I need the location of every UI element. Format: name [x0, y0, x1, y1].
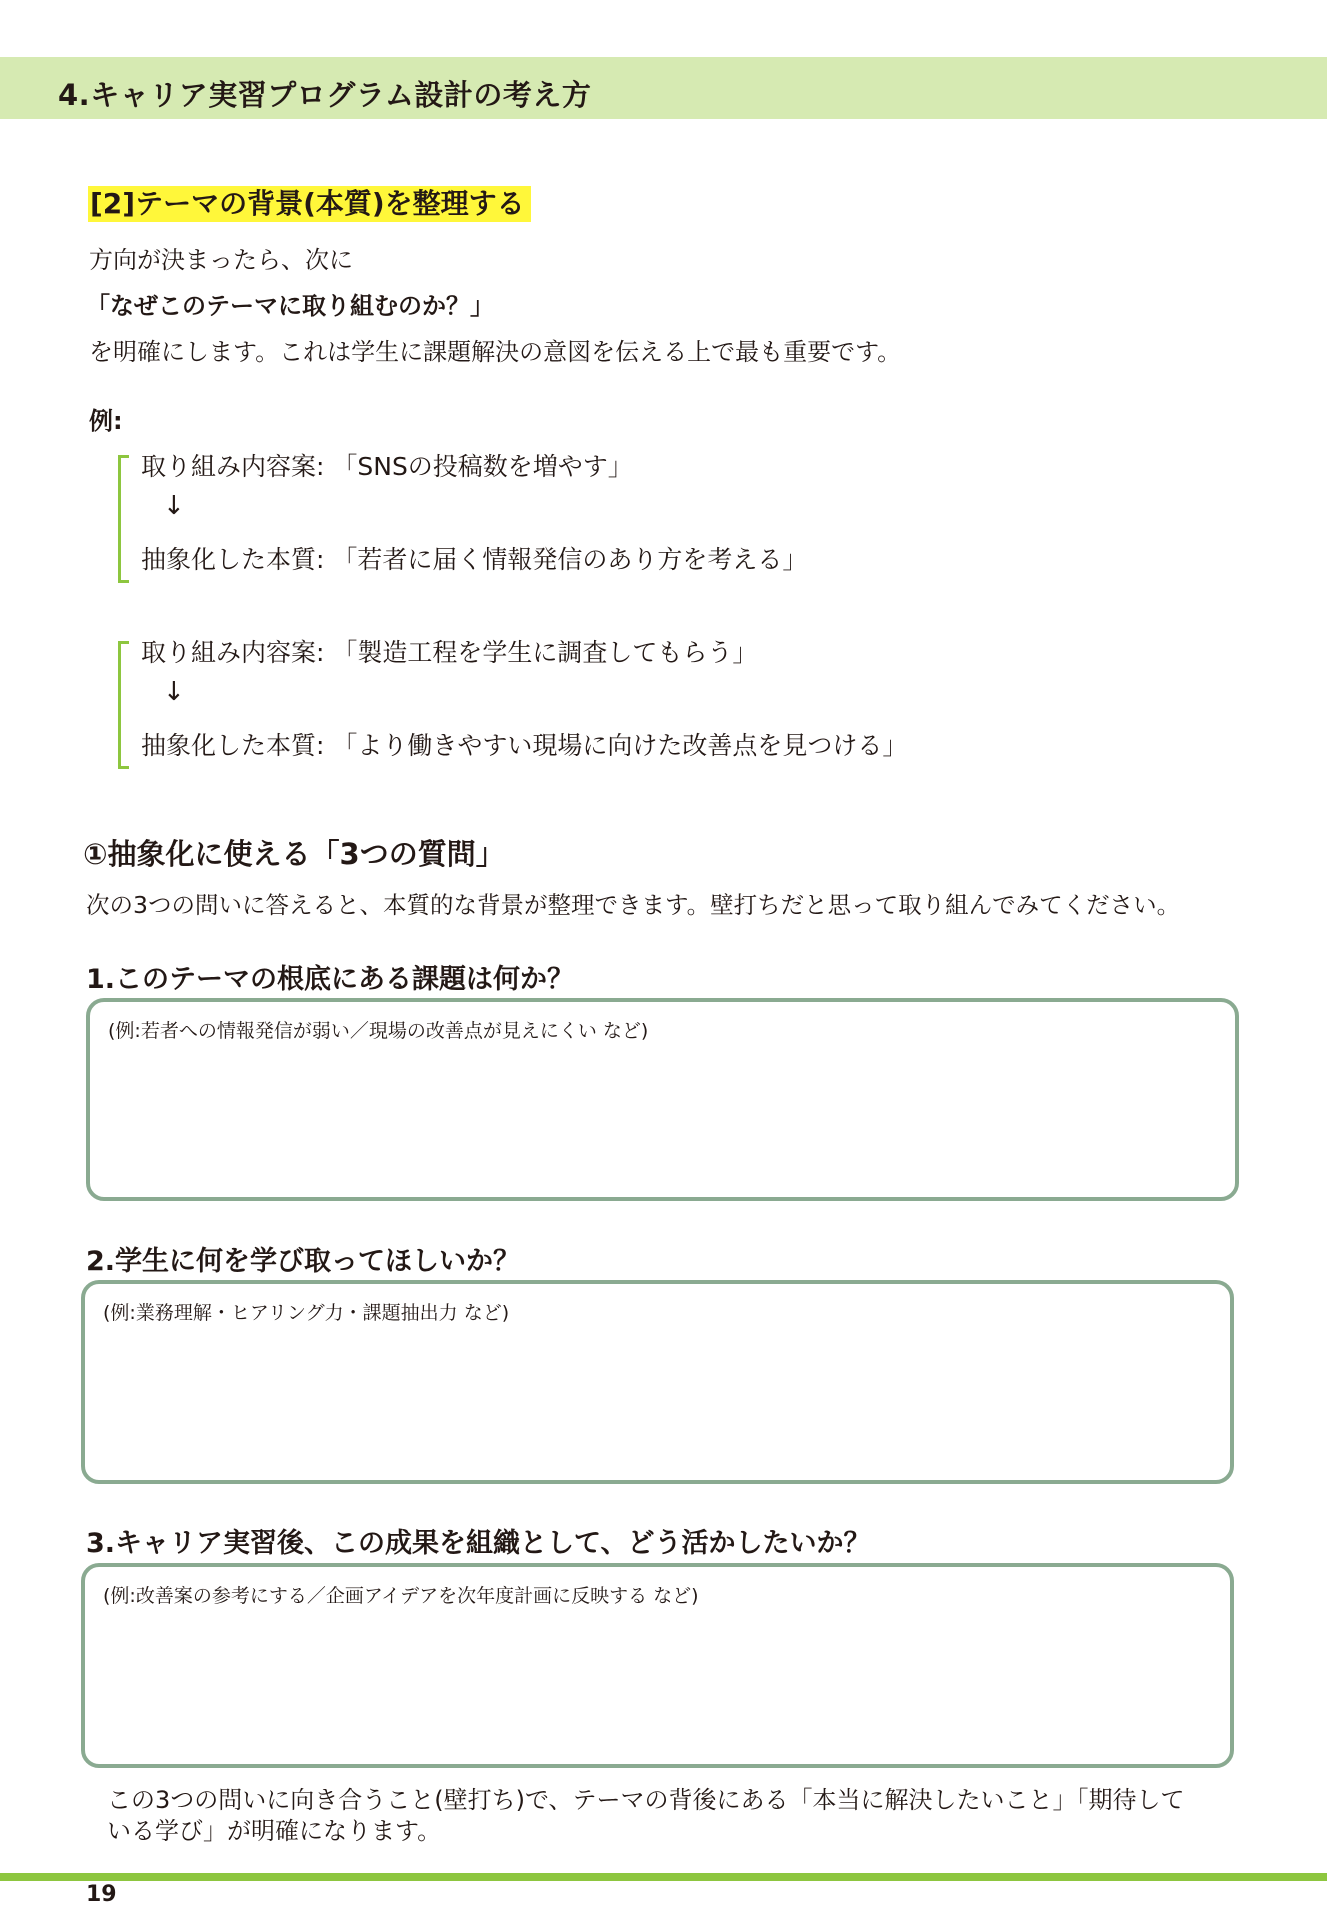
example-proposal: 取り組み内容案: 「製造工程を学生に調査してもらう」 — [141, 638, 758, 667]
answer-field-3[interactable] — [85, 1567, 1230, 1764]
closing-line: この3つの問いに向き合うこと(壁打ち)で、テーマの背後にある「本当に解決したいこと」「期待して — [107, 1786, 1185, 1814]
question-title: 2.学生に何を学び取ってほしいか？ — [86, 1246, 521, 1277]
intro-text: を明確にします。これは学生に課題解決の意図を伝える上で最も重要です。 — [89, 338, 902, 366]
answer-box — [86, 998, 1239, 1201]
footer-rule — [0, 1873, 1327, 1881]
section-heading: [2]テーマの背景(本質)を整理する — [88, 186, 531, 222]
questions-description: 次の3つの問いに答えると、本質的な背景が整理できます。壁打ちだと思って取り組んでみてください。 — [86, 891, 1181, 919]
example-label: 例: — [89, 407, 123, 435]
question-title: 3.キャリア実習後、この成果を組織として、どう活かしたいか？ — [86, 1528, 871, 1559]
example-essence: 抽象化した本質: 「若者に届く情報発信のあり方を考える」 — [141, 545, 808, 574]
example-bracket — [118, 455, 129, 583]
example-essence: 抽象化した本質: 「より働きやすい現場に向けた改善点を見つける」 — [141, 731, 908, 760]
example-bracket — [118, 641, 129, 769]
answer-box — [81, 1563, 1234, 1768]
down-arrow-icon: ↓ — [163, 491, 185, 521]
intro-text: 方向が決まったら、次に — [89, 246, 353, 274]
answer-field-1[interactable] — [90, 1002, 1235, 1197]
example-proposal: 取り組み内容案: 「SNSの投稿数を増やす」 — [141, 452, 633, 481]
page-number: 19 — [86, 1882, 117, 1907]
answer-box — [81, 1280, 1234, 1484]
intro-question: 「なぜこのテーマに取り組むのか？」 — [86, 292, 494, 320]
page-title: 4.キャリア実習プログラム設計の考え方 — [58, 78, 592, 112]
questions-heading: ①抽象化に使える「3つの質問」 — [83, 837, 505, 871]
closing-text — [107, 1785, 1185, 1847]
down-arrow-icon: ↓ — [163, 677, 185, 707]
closing-line: いる学び」が明確になります。 — [107, 1817, 442, 1845]
question-title: 1.このテーマの根底にある課題は何か？ — [86, 964, 575, 995]
answer-field-2[interactable] — [85, 1284, 1230, 1480]
